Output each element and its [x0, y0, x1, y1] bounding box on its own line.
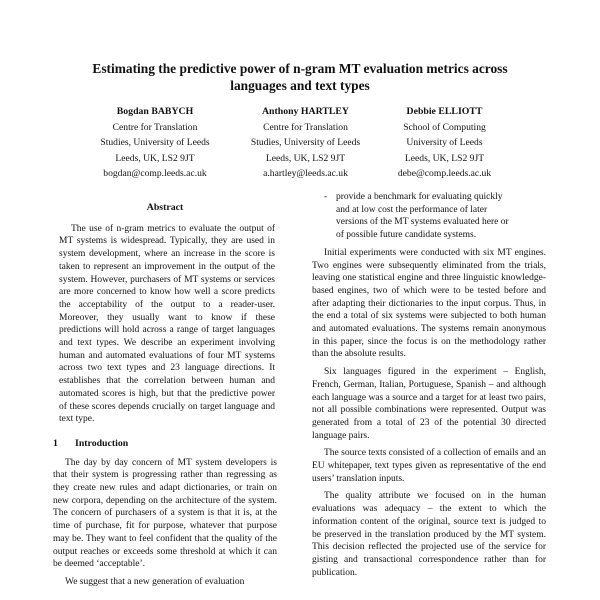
- author-address: Leeds, UK, LS2 9JT: [404, 152, 485, 164]
- author-affiliation-2: Studies, University of Leeds: [100, 137, 210, 148]
- author-affiliation-1: Centre for Translation: [112, 121, 198, 133]
- title-line-2: languages and text types: [230, 78, 370, 93]
- title-line-1: Estimating the predictive power of n-gram MT evaluation metrics across: [92, 61, 508, 76]
- intro-paragraph-2: We suggest that a new generation of evaluation: [65, 576, 245, 587]
- author-email: bogdan@comp.leeds.ac.uk: [103, 168, 207, 179]
- list-item: [324, 191, 546, 242]
- bullet-text: provide a benchmark for evaluating quickly and at low cost the performance of later versions of the MT systems evaluated here or of possible future candidate systems.: [336, 192, 509, 241]
- body-paragraph-3: The source texts consisted of a collection of emails and an EU whitepaper, text types given as representative of the end users’ translation inputs.: [312, 448, 546, 484]
- right-column: [312, 191, 546, 579]
- author-affiliation-1: School of Computing: [403, 121, 486, 133]
- author-name: Anthony HARTLEY: [261, 106, 350, 117]
- paper-title: [40, 60, 560, 94]
- body-paragraph-2: Six languages figured in the experiment – English, French, German, Italian, Portuguese, Spanish – and although each language was a source and a target for at least two pairs, not all possible combinations were represented. Output was generated from a total of 23 of the potential 30 directed language pairs.: [312, 367, 546, 441]
- author-name: Bogdan BABYCH: [116, 106, 194, 117]
- section-title: Introduction: [75, 437, 129, 449]
- abstract-text: The use of n-gram metrics to evaluate the output of MT systems is widespread. Typically, they are used in system development, where an increase in the score is taken to represent an improvement in the output of the system. However, purchasers of MT systems or services are more concerned to know how well a score predicts the acceptability of the output to a reader-user. Moreover, they usually want to know if these predictions will hold across a range of target languages and text types. We describe an experiment involving human and automated evaluations of four MT systems across two text types and 23 language directions. It establishes that the correlation between human and automated scores is high, but that the predictive power of these scores depends crucially on target language and text type.: [59, 223, 275, 425]
- bullet-dash: -: [324, 192, 328, 202]
- author-block-babych: [80, 104, 230, 182]
- intro-paragraph-1: The day by day concern of MT system developers is that their system is progressing rather than regressing as they create new rules and adapt dictionaries, or train on new corpora, depending on the architecture of the system. The concern of purchasers of a system is that it is, at the time of purchase, fit for purpose, whatever that purpose may be. They want to feel confident that the quality of the output reaches or exceeds some threshold at which it can be deemed ‘acceptable’.: [53, 457, 277, 570]
- author-affiliation-2: Studies, University of Leeds: [250, 137, 361, 148]
- left-column: [53, 190, 277, 589]
- body-paragraph-1: Initial experiments were conducted with six MT engines. Two engines were subsequently eliminated from the trials, leaving one statistical engine and three linguistic knowledge-based engines, two of which were to be tested before and after adapting their dictionaries to the input corpus. Thus, in the end a total of six systems were subjected to both human and automated evaluations. The systems remain anonymous in this paper, since the focus is on the methodology rather than the absolute results.: [312, 247, 546, 360]
- author-name: Debbie ELLIOTT: [406, 106, 483, 117]
- author-affiliation-1: Centre for Translation: [263, 121, 348, 133]
- section-heading-introduction: [53, 438, 277, 451]
- body-paragraph-4: The quality attribute we focused on in the human evaluations was adequacy – the extent to which the information content of the original, source text is judged to be preserved in the translation produced by the MT system. This decision reflected the projected use of the service for gisting and transactional correspondence rather than for publication.: [312, 491, 546, 578]
- author-email: debe@comp.leeds.ac.uk: [397, 168, 492, 179]
- author-address: Leeds, UK, LS2 9JT: [265, 152, 346, 164]
- abstract-heading: Abstract: [146, 202, 184, 213]
- section-number: 1: [53, 437, 58, 449]
- author-block-hartley: [228, 104, 383, 182]
- author-email: a.hartley@leeds.ac.uk: [263, 168, 348, 179]
- author-address: Leeds, UK, LS2 9JT: [115, 152, 195, 164]
- author-block-elliott: [372, 104, 517, 182]
- author-affiliation-2: University of Leeds: [406, 137, 483, 148]
